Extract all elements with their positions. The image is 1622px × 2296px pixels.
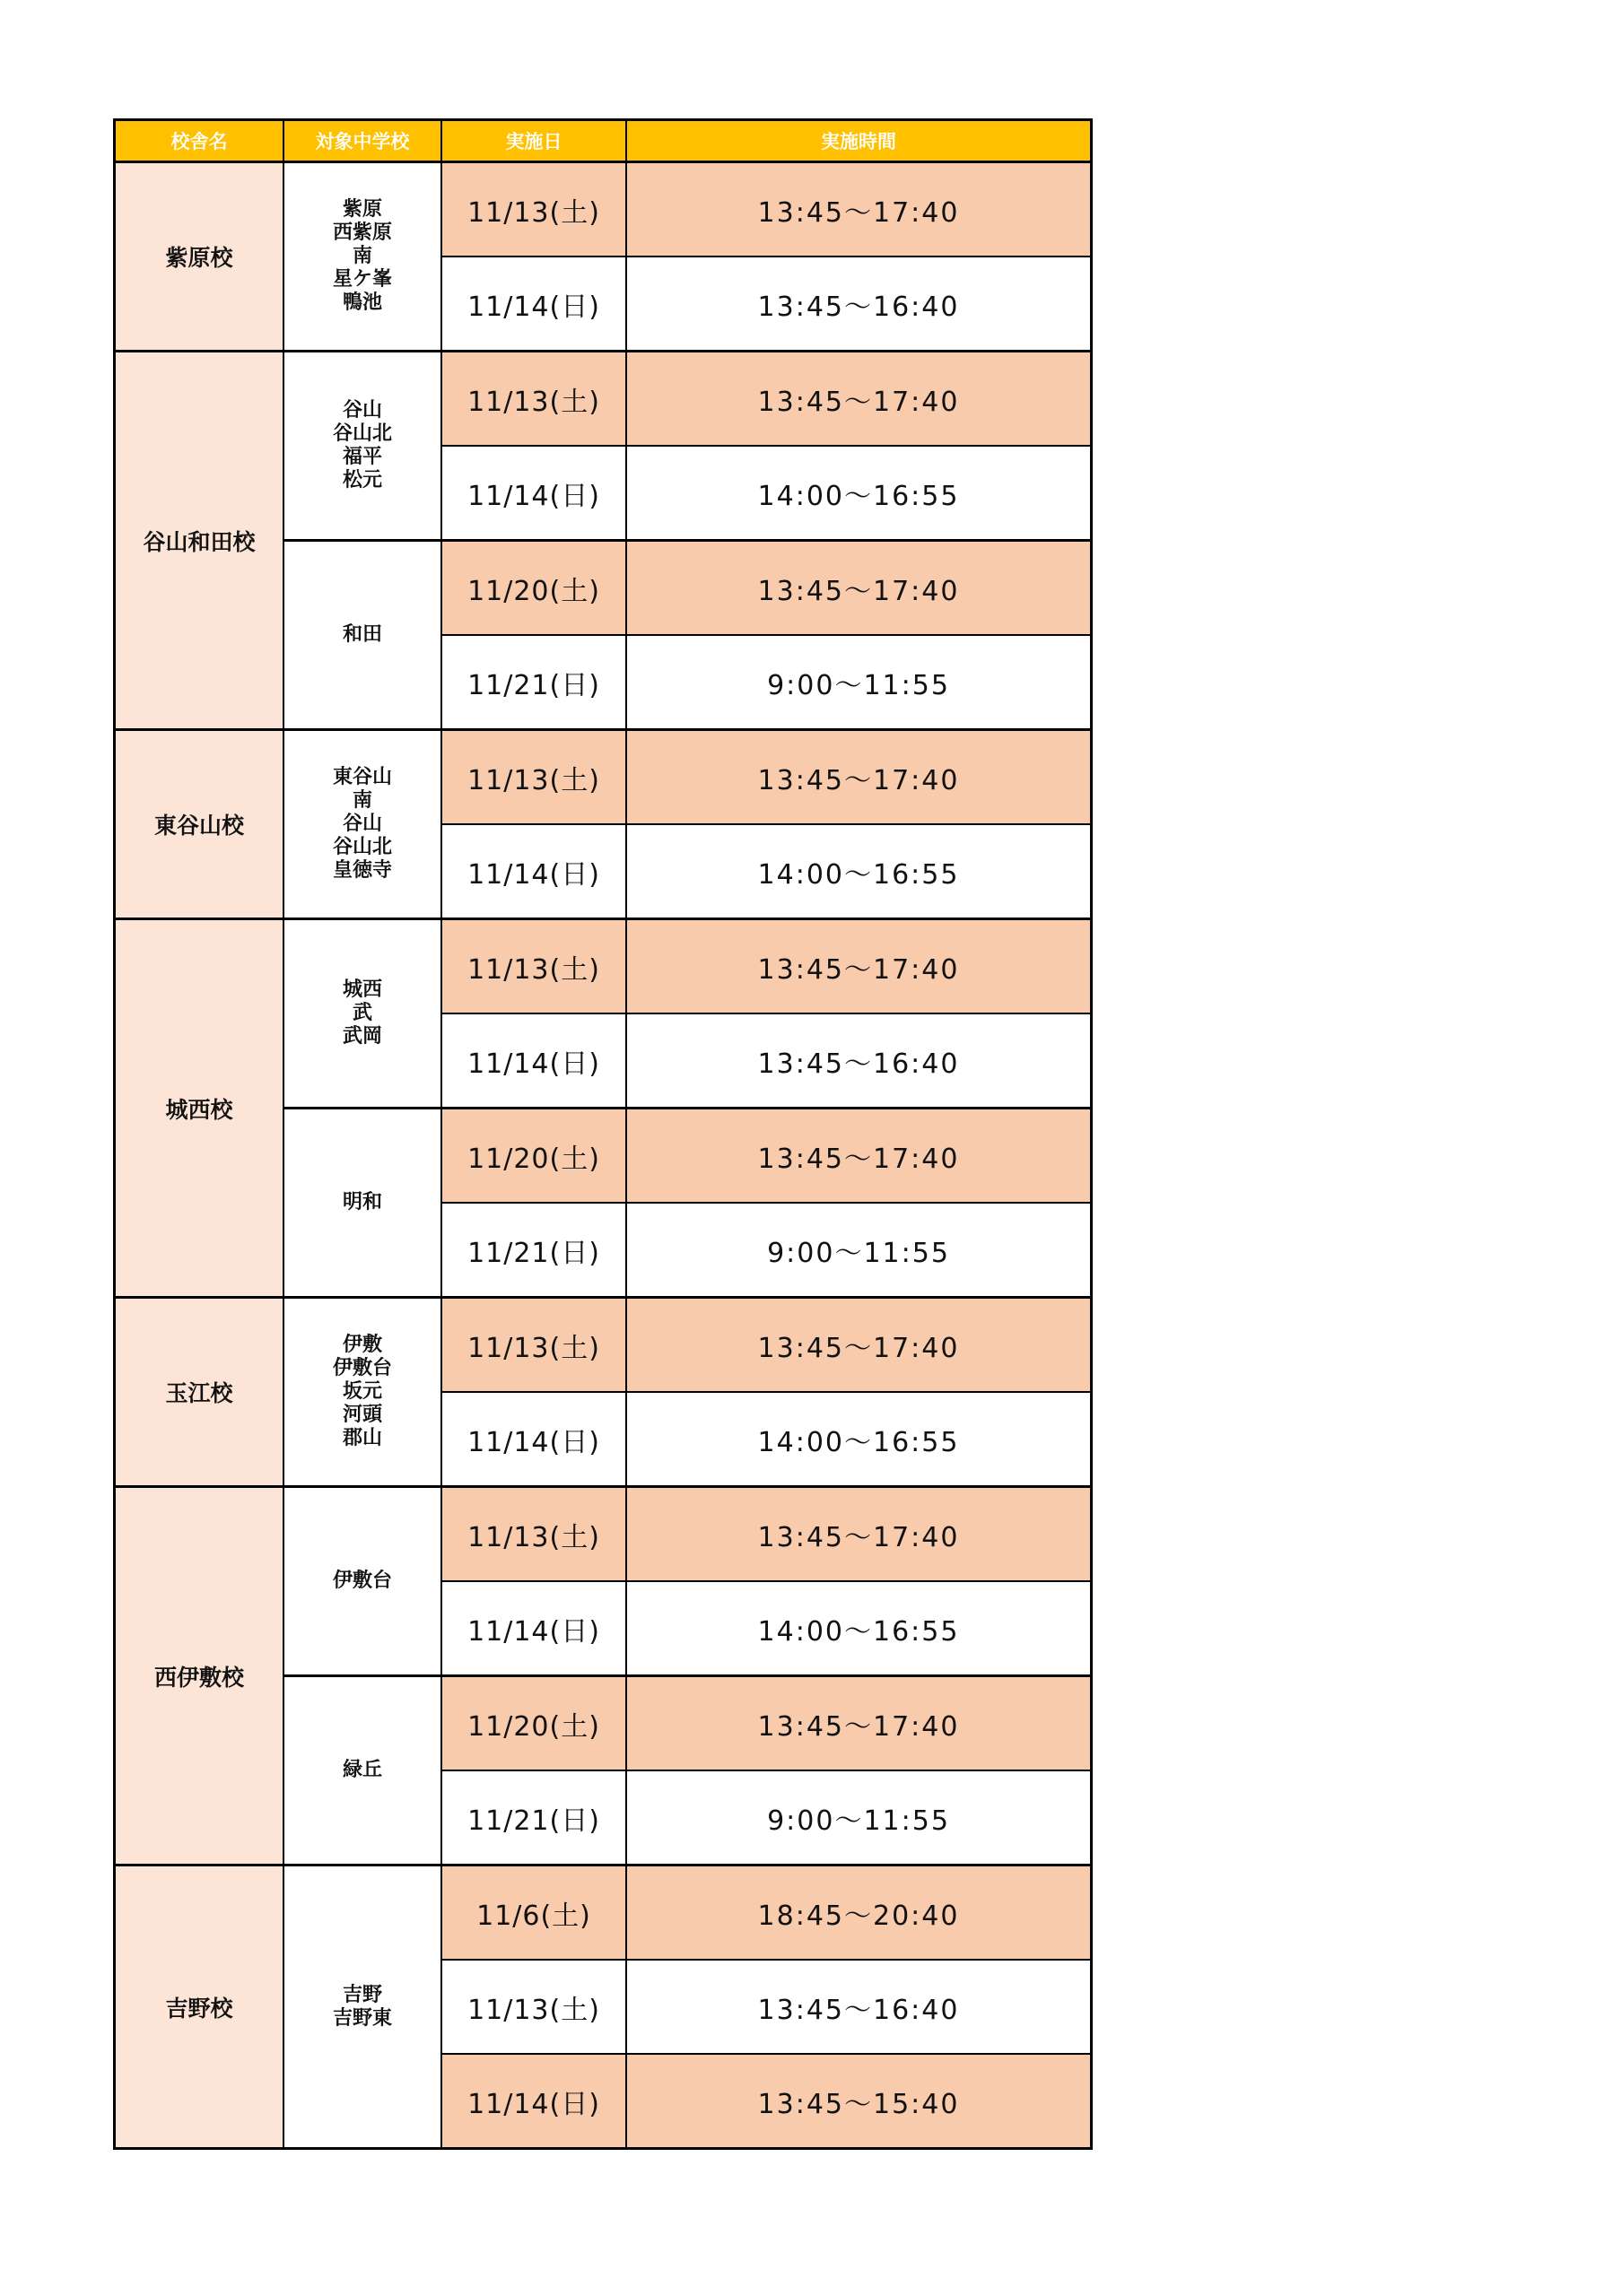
target-school: 星ケ峯: [332, 268, 392, 291]
target-schools-cell: [284, 1677, 442, 1864]
school-block: [116, 920, 1090, 1299]
session-time: 14:00〜16:55: [757, 858, 960, 891]
session-time: 18:45〜20:40: [757, 1900, 960, 1932]
session-time: 14:00〜16:55: [757, 1615, 960, 1648]
header-target-schools: 対象中学校: [284, 121, 442, 161]
target-school: 伊敷台: [332, 1357, 392, 1379]
header-school-name: 校舎名: [116, 121, 284, 161]
target-school: 福平: [342, 446, 382, 468]
target-school: 坂元: [342, 1380, 382, 1403]
header-date: 実施日: [442, 121, 627, 161]
session-date: 11/13(土): [442, 731, 627, 823]
target-schools-cell: [284, 731, 442, 918]
session-time: 13:45〜17:40: [757, 1332, 960, 1364]
session-date: 11/14(日): [442, 1582, 627, 1674]
session-row: [442, 257, 1090, 350]
session-date: 11/20(土): [442, 542, 627, 634]
target-school: 河頭: [342, 1404, 382, 1426]
target-schools-cell: [284, 163, 442, 350]
session-row: [442, 731, 1090, 825]
target-group: [284, 1299, 1090, 1485]
target-group: [284, 542, 1090, 728]
target-school: 和田: [342, 623, 382, 646]
target-schools-cell: [284, 1866, 442, 2147]
target-school: 谷山北: [332, 422, 392, 445]
session-date: 11/14(日): [442, 447, 627, 539]
target-school: 谷山: [342, 813, 382, 835]
target-school: 武岡: [342, 1025, 382, 1048]
target-schools-cell: [284, 920, 442, 1107]
school-block: [116, 1299, 1090, 1488]
target-group: [284, 1488, 1090, 1677]
target-school: 谷山北: [332, 836, 392, 858]
session-date: 11/21(日): [442, 1771, 627, 1864]
table-body: [116, 163, 1090, 2147]
session-date: 11/14(日): [442, 257, 627, 350]
school-name-cell: 玉江校: [116, 1299, 284, 1485]
session-row: [442, 920, 1090, 1014]
session-time: 9:00〜11:55: [767, 1805, 950, 1837]
session-row: [442, 1204, 1090, 1296]
session-time: 13:45〜17:40: [757, 386, 960, 418]
session-date: 11/13(土): [442, 1961, 627, 2053]
session-date: 11/13(土): [442, 920, 627, 1013]
target-school: 明和: [342, 1191, 382, 1213]
target-school: 伊敷台: [332, 1570, 392, 1592]
session-time: 13:45〜17:40: [757, 1710, 960, 1743]
session-row: [442, 1582, 1090, 1674]
target-group: [284, 163, 1090, 350]
session-time: 13:45〜17:40: [757, 1521, 960, 1553]
target-group: [284, 1677, 1090, 1864]
session-time: 13:45〜17:40: [757, 764, 960, 796]
session-time: 13:45〜17:40: [757, 1143, 960, 1175]
school-block: [116, 1488, 1090, 1866]
target-schools-cell: [284, 1488, 442, 1674]
header-time: 実施時間: [821, 131, 896, 152]
session-row: [442, 636, 1090, 728]
session-time: 14:00〜16:55: [757, 1426, 960, 1458]
session-date: 11/14(日): [442, 1393, 627, 1485]
session-date: 11/6(土): [442, 1866, 627, 1959]
target-group: [284, 1866, 1090, 2147]
session-row: [442, 1677, 1090, 1771]
target-schools-cell: [284, 542, 442, 728]
target-group: [284, 731, 1090, 918]
school-block: [116, 352, 1090, 731]
target-school: 紫原: [342, 198, 382, 221]
target-school: 吉野東: [332, 2006, 392, 2030]
session-date: 11/14(日): [442, 2055, 627, 2147]
session-date: 11/13(土): [442, 1299, 627, 1391]
target-school: 武: [352, 1002, 372, 1024]
school-name-cell: 紫原校: [116, 163, 284, 350]
session-date: 11/14(日): [442, 1014, 627, 1107]
target-schools-cell: [284, 1109, 442, 1296]
session-row: [442, 163, 1090, 257]
session-row: [442, 352, 1090, 447]
target-school: 南: [352, 789, 372, 812]
session-row: [442, 1109, 1090, 1204]
session-time: 13:45〜16:40: [757, 1048, 960, 1080]
session-row: [442, 542, 1090, 636]
school-name-cell: 谷山和田校: [116, 352, 284, 728]
school-name-cell: 西伊敷校: [116, 1488, 284, 1864]
session-date: 11/13(土): [442, 352, 627, 445]
table-header: [116, 121, 1090, 163]
target-school: 吉野: [342, 1983, 382, 2006]
target-school: 東谷山: [332, 766, 392, 788]
session-date: 11/20(土): [442, 1677, 627, 1770]
session-row: [442, 825, 1090, 918]
target-schools-cell: [284, 1299, 442, 1485]
school-block: [116, 163, 1090, 352]
target-group: [284, 1109, 1090, 1296]
session-row: [442, 1014, 1090, 1107]
session-date: 11/13(土): [442, 1488, 627, 1580]
session-time: 13:45〜17:40: [757, 196, 960, 229]
target-group: [284, 352, 1090, 542]
session-date: 11/21(日): [442, 636, 627, 728]
school-block: [116, 731, 1090, 920]
target-school: 谷山: [342, 399, 382, 422]
session-row: [442, 1961, 1090, 2055]
school-name-cell: 吉野校: [116, 1866, 284, 2147]
target-school: 西紫原: [332, 222, 392, 244]
school-name-cell: 城西校: [116, 920, 284, 1296]
session-date: 11/13(土): [442, 163, 627, 256]
target-school: 松元: [342, 469, 382, 491]
session-time: 13:45〜17:40: [757, 575, 960, 607]
target-school: 郡山: [342, 1427, 382, 1449]
target-schools-cell: [284, 352, 442, 539]
session-date: 11/20(土): [442, 1109, 627, 1202]
session-time: 9:00〜11:55: [767, 669, 950, 701]
target-group: [284, 920, 1090, 1109]
target-school: 皇徳寺: [332, 859, 392, 882]
session-time: 9:00〜11:55: [767, 1237, 950, 1269]
schedule-table: [113, 118, 1093, 2150]
session-time: 14:00〜16:55: [757, 480, 960, 512]
session-date: 11/21(日): [442, 1204, 627, 1296]
target-school: 伊敷: [342, 1334, 382, 1356]
session-date: 11/14(日): [442, 825, 627, 918]
session-row: [442, 1866, 1090, 1961]
target-school: 緑丘: [342, 1759, 382, 1781]
session-time: 13:45〜16:40: [757, 291, 960, 323]
session-row: [442, 1488, 1090, 1582]
session-row: [442, 2055, 1090, 2147]
session-row: [442, 1299, 1090, 1393]
school-block: [116, 1866, 1090, 2147]
school-name-cell: 東谷山校: [116, 731, 284, 918]
session-row: [442, 447, 1090, 539]
target-school: 南: [352, 245, 372, 267]
session-time: 13:45〜17:40: [757, 953, 960, 986]
target-school: 城西: [342, 978, 382, 1001]
session-row: [442, 1393, 1090, 1485]
target-school: 鴨池: [342, 291, 382, 314]
session-time: 13:45〜16:40: [757, 1994, 960, 2026]
session-time: 13:45〜15:40: [757, 2088, 960, 2120]
session-row: [442, 1771, 1090, 1864]
